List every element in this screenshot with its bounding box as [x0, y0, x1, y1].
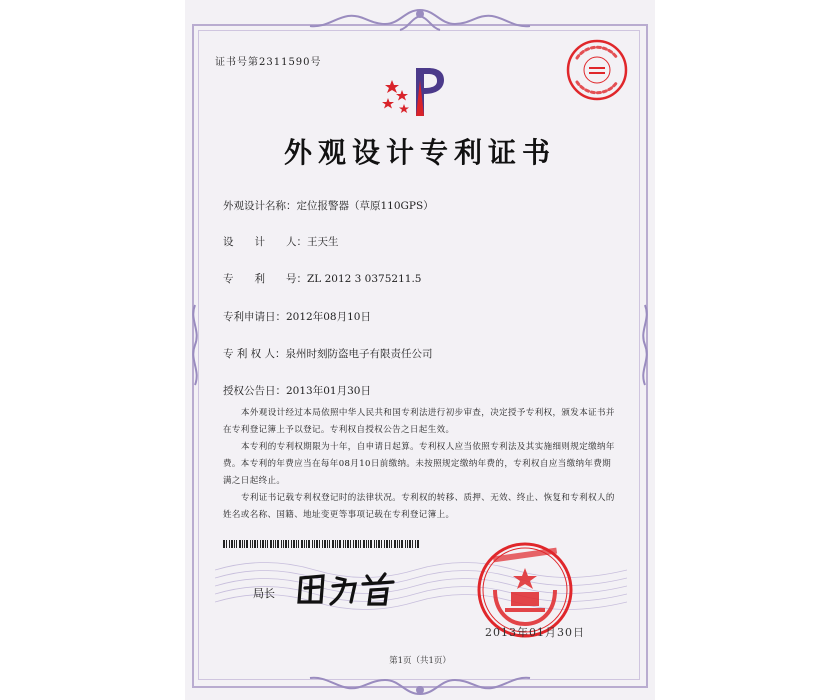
barcode-bar: [360, 540, 361, 548]
barcode-bar: [412, 540, 413, 548]
design-name-label: 外观设计名称：: [223, 200, 297, 212]
barcode-bar: [285, 540, 287, 548]
barcode-bar: [277, 540, 279, 548]
barcode-bar: [231, 540, 233, 548]
barcode-bar: [337, 540, 338, 548]
certificate-number: 证书号第2311590号: [215, 57, 322, 68]
barcode-bar: [304, 540, 305, 548]
barcode-bar: [288, 540, 289, 548]
design-name-value: 定位报警器（草原110GPS）: [296, 200, 434, 212]
left-ornament: [187, 300, 203, 390]
barcode-bar: [407, 540, 408, 548]
barcode-bar: [394, 540, 396, 548]
paragraph-3: 专利证书记载专利权登记时的法律状况。专利权的转移、质押、无效、终止、恢复和专利权人的姓名或名称、国籍、地址变更等事项记载在专利登记簿上。: [223, 493, 615, 520]
barcode: [223, 540, 423, 548]
barcode-bar: [250, 540, 251, 548]
barcode-bar: [312, 540, 313, 548]
barcode-bar: [246, 540, 248, 548]
barcode-bar: [239, 540, 241, 548]
barcode-bar: [260, 540, 261, 548]
barcode-bar: [339, 540, 341, 548]
barcode-bar: [386, 540, 388, 548]
barcode-bar: [332, 540, 334, 548]
filing-date-value: 2012年08月10日: [286, 311, 371, 323]
barcode-bar: [298, 540, 299, 548]
barcode-bar: [306, 540, 307, 548]
barcode-bar: [370, 540, 372, 548]
director-signature: [293, 568, 413, 608]
patentee-row: [223, 346, 433, 361]
barcode-bar: [353, 540, 354, 548]
grant-date-row: [223, 383, 371, 398]
barcode-bar: [329, 540, 330, 548]
barcode-bar: [223, 540, 225, 548]
barcode-bar: [374, 540, 375, 548]
barcode-bar: [358, 540, 359, 548]
barcode-bar: [368, 540, 369, 548]
barcode-bar: [234, 540, 235, 548]
designer-row: [223, 234, 339, 249]
barcode-bar: [257, 540, 258, 548]
barcode-bar: [363, 540, 365, 548]
filing-date-row: [223, 309, 371, 324]
barcode-bar: [275, 540, 276, 548]
design-name-row: [223, 198, 434, 213]
patentee-value: 泉州时刻防盗电子有限责任公司: [285, 348, 433, 360]
barcode-bar: [293, 540, 295, 548]
barcode-bar: [242, 540, 243, 548]
barcode-bar: [265, 540, 266, 548]
barcode-bar: [378, 540, 380, 548]
barcode-bar: [355, 540, 357, 548]
barcode-bar: [327, 540, 328, 548]
barcode-bar: [229, 540, 230, 548]
barcode-bar: [324, 540, 326, 548]
right-ornament: [637, 300, 653, 390]
barcode-bar: [405, 540, 406, 548]
barcode-bar: [366, 540, 367, 548]
barcode-bar: [236, 540, 237, 548]
designer-value: 王天生: [307, 236, 339, 248]
barcode-bar: [252, 540, 253, 548]
barcode-bar: [301, 540, 303, 548]
paragraph-1: 本外观设计经过本局依照中华人民共和国专利法进行初步审查，决定授予专利权，颁发本证书并在专利登记簿上予以登记。专利权自授权公告之日起生效。: [223, 408, 615, 435]
certificate-title: 外观设计专利证书: [283, 136, 556, 169]
patent-number-label: 专 利 号：: [223, 273, 307, 285]
barcode-bar: [254, 540, 256, 548]
barcode-bar: [417, 540, 419, 548]
barcode-bar: [296, 540, 297, 548]
barcode-bar: [381, 540, 382, 548]
barcode-bar: [399, 540, 400, 548]
barcode-bar: [281, 540, 282, 548]
grant-date-label: 授权公告日：: [223, 385, 286, 397]
patent-office-logo: [380, 60, 450, 120]
grant-date-value: 2013年01月30日: [286, 385, 371, 397]
designer-label: 设 计 人：: [223, 236, 307, 248]
barcode-bar: [415, 540, 416, 548]
page-number: 第1页（共1页）: [389, 656, 451, 666]
barcode-bar: [262, 540, 264, 548]
barcode-bar: [397, 540, 398, 548]
barcode-bar: [270, 540, 272, 548]
barcode-bar: [335, 540, 336, 548]
barcode-bar: [244, 540, 245, 548]
barcode-bar: [409, 540, 411, 548]
barcode-bar: [283, 540, 284, 548]
paragraph-2: 本专利的专利权期限为十年，自申请日起算。专利权人应当依照专利法及其实施细则规定缴纳年费。本专利的年费应当在每年08月10日前缴纳。未按照规定缴纳年费的，专利权自应当缴纳年费期满之日起终止。: [223, 442, 615, 486]
barcode-bar: [401, 540, 403, 548]
barcode-bar: [273, 540, 274, 548]
barcode-bar: [316, 540, 318, 548]
barcode-bar: [226, 540, 227, 548]
top-ornament: [300, 6, 540, 36]
barcode-bar: [308, 540, 310, 548]
patent-number-value: ZL 2012 3 0375211.5: [307, 273, 422, 285]
agency-seal: [565, 38, 629, 102]
barcode-bar: [267, 540, 268, 548]
filing-date-label: 专利申请日：: [223, 311, 286, 323]
barcode-bar: [343, 540, 344, 548]
patent-number-row: [223, 271, 421, 286]
patent-certificate: [185, 0, 655, 700]
barcode-bar: [389, 540, 390, 548]
barcode-bar: [376, 540, 377, 548]
barcode-bar: [322, 540, 323, 548]
barcode-bar: [384, 540, 385, 548]
bottom-ornament: [300, 668, 540, 698]
barcode-bar: [314, 540, 315, 548]
barcode-bar: [319, 540, 320, 548]
barcode-bar: [347, 540, 349, 548]
patentee-label: 专 利 权 人：: [223, 348, 286, 360]
director-label: 局长: [253, 587, 275, 600]
barcode-bar: [391, 540, 392, 548]
barcode-bar: [350, 540, 351, 548]
barcode-bar: [291, 540, 292, 548]
seal-date: 2013年01月30日: [485, 626, 585, 639]
barcode-bar: [345, 540, 346, 548]
